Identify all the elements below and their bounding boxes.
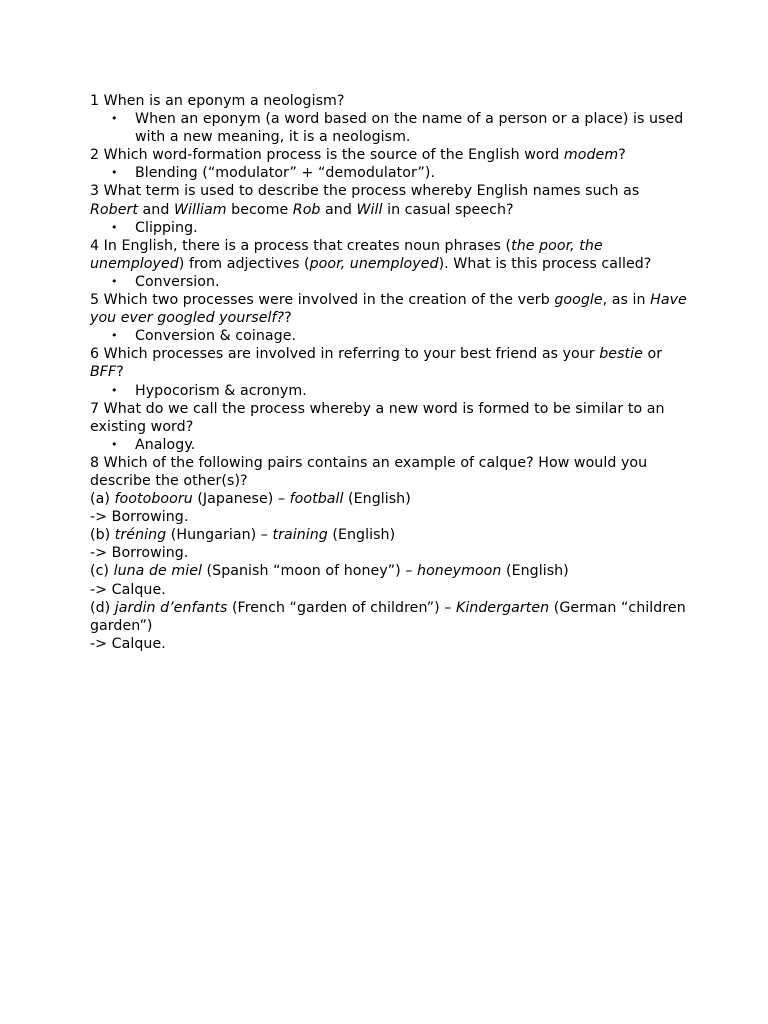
- answer-3: • Clipping.: [90, 219, 690, 237]
- question-2: 2 Which word-formation process is the source of the English word modem?: [90, 147, 626, 164]
- pair-b-answer: -> Borrowing.: [90, 545, 189, 562]
- answer-2: • Blending (“modulator” + “demodulator”).: [90, 164, 690, 182]
- question-6: 6 Which processes are involved in referring to your best friend as your bestie or BFF?: [90, 346, 663, 381]
- pair-b: (b) tréning (Hungarian) – training (English): [90, 527, 396, 544]
- pair-a-answer: -> Borrowing.: [90, 509, 189, 526]
- question-8: 8 Which of the following pairs contains an example of calque? How would you describe the other(s)?: [90, 454, 648, 489]
- pair-c-answer: -> Calque.: [90, 581, 166, 598]
- pair-d-answer: -> Calque.: [90, 635, 166, 652]
- question-5: 5 Which two processes were involved in the creation of the verb google, as in Have you ever googled yourself??: [90, 292, 687, 327]
- question-1: 1 When is an eponym a neologism?: [90, 93, 345, 109]
- answer-5: • Conversion & coinage.: [90, 327, 690, 345]
- answer-7: • Analogy.: [90, 436, 690, 454]
- question-3: 3 What term is used to describe the process whereby English names such as Robert and William become Rob and Will in casual speech?: [90, 183, 640, 218]
- pair-c: (c) luna de miel (Spanish “moon of honey”) – honeymoon (English): [90, 563, 569, 580]
- answer-4: • Conversion.: [90, 273, 690, 291]
- pair-a: (a) footobooru (Japanese) – football (English): [90, 491, 411, 508]
- answer-6: • Hypocorism & acronym.: [90, 382, 690, 400]
- question-7: 7 What do we call the process whereby a new word is formed to be similar to an existing word?: [90, 400, 665, 435]
- answer-1: • When an eponym (a word based on the name of a person or a place) is used with a new meaning, it is a neologism.: [90, 110, 690, 146]
- pair-d: (d) jardin d’enfants (French “garden of children”) – Kindergarten (German “children garden”): [90, 599, 686, 634]
- document-body: [90, 92, 690, 653]
- question-4: 4 In English, there is a process that creates noun phrases (the poor, the unemployed) from adjectives (poor, unemployed). What is this process called?: [90, 237, 652, 272]
